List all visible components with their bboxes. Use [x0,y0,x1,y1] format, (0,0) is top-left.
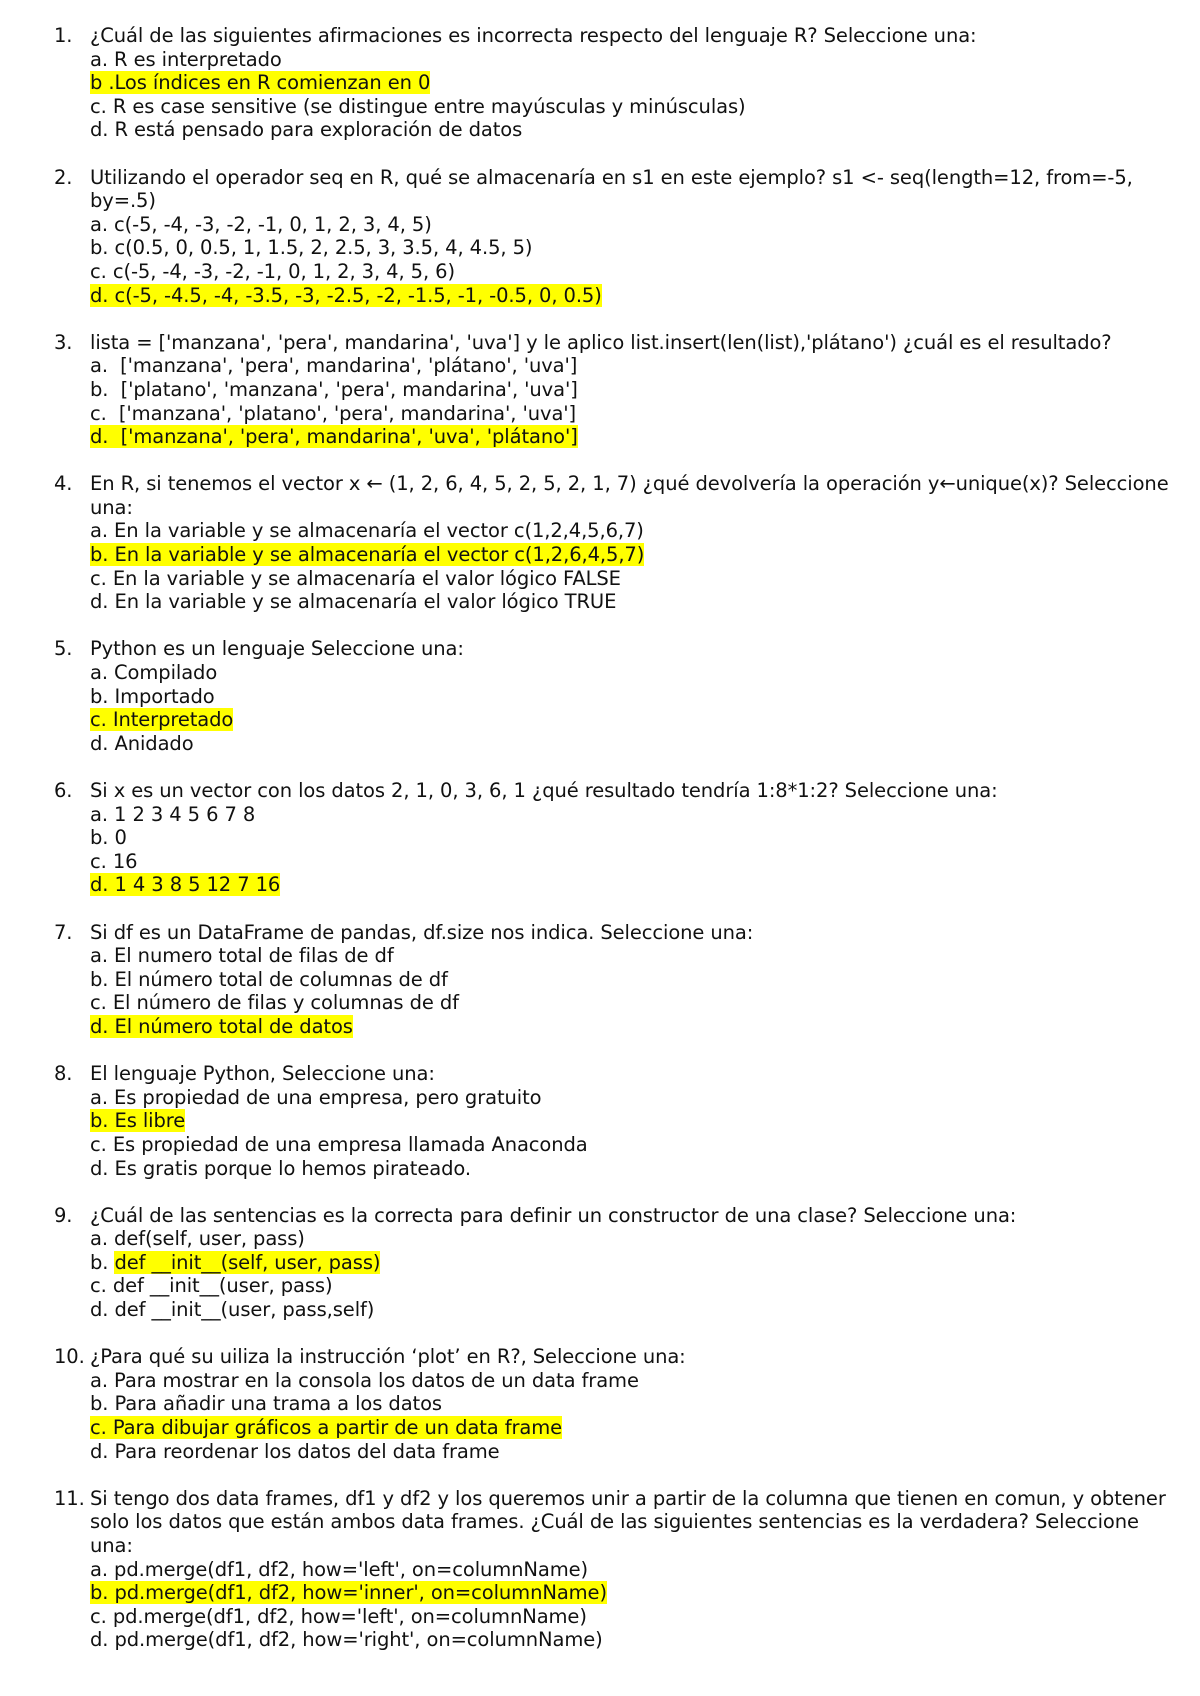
highlighted-answer-text: d. ['manzana', 'pera', mandarina', 'uva', 'plátano'] [90,425,578,449]
question-number: 9. [54,1203,73,1227]
answer-text: a. En la variable y se almacenaría el vector c(1,2,4,5,6,7) [90,519,644,543]
answer-text: c. c(-5, -4, -3, -2, -1, 0, 1, 2, 3, 4, 5, 6) [90,259,455,283]
answer-option-correct [90,543,1176,567]
answer-text: b. ['platano', 'manzana', 'pera', mandarina', 'uva'] [90,377,578,401]
answer-text: b. 0 [90,826,127,850]
question-text: ¿Cuál de las sentencias es la correcta para definir un constructor de una clase? Seleccione una: [90,1203,1017,1227]
question-text: Si x es un vector con los datos 2, 1, 0, 3, 6, 1 ¿qué resultado tendría 1:8*1:2? Seleccione una: [90,779,998,802]
answer-text: d. En la variable y se almacenaría el valor lógico TRUE [90,590,617,614]
question-3 [0,331,1200,449]
answer-option-correct [90,1109,1176,1133]
answer-text: a. El numero total de filas de df [90,944,394,968]
answer-option [90,1558,1176,1582]
answer-text: a. pd.merge(df1, df2, how='left', on=columnName) [90,1557,589,1581]
question-text: Si df es un DataFrame de pandas, df.size nos indica. Seleccione una: [90,920,754,944]
question-text: ¿Cuál de las siguientes afirmaciones es incorrecta respecto del lenguaje R? Seleccione una: [90,24,977,47]
question-5 [0,637,1200,755]
answer-text: a. def(self, user, pass) [90,1227,305,1251]
answer-option [90,1369,1176,1393]
highlighted-answer-text: c. Para dibujar gráficos a partir de un data frame [90,1416,563,1440]
answer-option [90,95,1176,119]
answer-option-correct [90,284,1176,308]
answer-option [90,1133,1176,1157]
answer-option [90,354,1176,378]
answer-option [90,590,1176,614]
answer-option [90,402,1176,426]
answer-text: d. pd.merge(df1, df2, how='right', on=columnName) [90,1628,603,1652]
question-number: 7. [54,920,73,944]
answer-text: c. pd.merge(df1, df2, how='left', on=columnName) [90,1604,587,1628]
highlighted-answer-text: c. Interpretado [90,708,234,732]
quiz-document [0,24,1200,1676]
question-number: 2. [54,165,73,189]
question-number: 4. [54,472,73,496]
answer-option-correct [90,1416,1176,1440]
answer-option-correct [90,425,1176,449]
answer-option [90,213,1176,237]
answer-option [90,567,1176,591]
answer-text: c. El número de filas y columnas de df [90,991,459,1015]
question-text: En R, si tenemos el vector x ← (1, 2, 6, 4, 5, 2, 5, 2, 1, 7) ¿qué devolvería la operación y←unique(x)? Seleccione una: [90,472,1169,519]
answer-option [90,968,1176,992]
highlighted-answer-text: d. c(-5, -4.5, -4, -3.5, -3, -2.5, -2, -1.5, -1, -0.5, 0, 0.5) [90,283,602,307]
question-1 [0,24,1200,142]
answer-text: c. En la variable y se almacenaría el valor lógico FALSE [90,566,621,590]
question-11 [0,1487,1200,1652]
answer-option-correct [90,1581,1176,1605]
answer-option-correct [90,71,1176,95]
answer-text: a. Para mostrar en la consola los datos de un data frame [90,1368,639,1392]
answer-option [90,661,1176,685]
answer-option-correct [90,1251,1176,1275]
answer-text: a. Es propiedad de una empresa, pero gratuito [90,1085,542,1109]
question-text: ¿Para qué su uiliza la instrucción ‘plot’ en R?, Seleccione una: [90,1345,686,1369]
highlighted-answer-text: def __init__(self, user, pass) [114,1250,381,1274]
answer-option [90,1392,1176,1416]
answer-option-letter: b. [90,1250,115,1274]
answer-text: c. R es case sensitive (se distingue entre mayúsculas y minúsculas) [90,94,746,118]
question-4 [0,472,1200,614]
highlighted-answer-text: b .Los índices en R comienzan en 0 [90,71,431,95]
answer-option [90,260,1176,284]
answer-option [90,1298,1176,1322]
answer-text: b. Importado [90,684,215,708]
answer-text: a. Compilado [90,661,218,685]
question-text: Utilizando el operador seq en R, qué se almacenaría en s1 en este ejemplo? s1 <- seq(length=12, from=-5, by=.5) [90,165,1133,213]
highlighted-answer-text: d. El número total de datos [90,1014,353,1038]
question-2 [0,166,1200,308]
highlighted-answer-text: b. En la variable y se almacenaría el vector c(1,2,6,4,5,7) [90,543,645,567]
answer-option [90,826,1176,850]
question-text: Python es un lenguaje Seleccione una: [90,637,464,661]
answer-option [90,236,1176,260]
answer-option [90,850,1176,874]
answer-option [90,1440,1176,1464]
highlighted-answer-text: d. 1 4 3 8 5 12 7 16 [90,873,281,897]
question-9 [0,1204,1200,1322]
highlighted-answer-text: b. Es libre [90,1109,186,1133]
question-number: 11. [54,1486,85,1510]
question-number: 6. [54,779,73,802]
answer-option [90,378,1176,402]
answer-text: c. ['manzana', 'platano', 'pera', mandarina', 'uva'] [90,401,577,425]
answer-text: d. R está pensado para exploración de datos [90,118,523,142]
question-text: Si tengo dos data frames, df1 y df2 y los queremos unir a partir de la columna que tienen en comun, y obtener solo los datos que están ambos data frames. ¿Cuál de las siguientes sentencias es la verdadera? Seleccione una: [90,1486,1166,1557]
answer-option [90,991,1176,1015]
answer-text: b. Para añadir una trama a los datos [90,1392,442,1416]
answer-text: a. c(-5, -4, -3, -2, -1, 0, 1, 2, 3, 4, 5) [90,212,432,236]
question-6 [0,779,1200,897]
answer-option [90,732,1176,756]
question-number: 1. [54,24,73,47]
answer-text: d. Anidado [90,731,194,755]
question-number: 5. [54,637,73,661]
answer-text: c. Es propiedad de una empresa llamada Anaconda [90,1132,588,1156]
answer-option-correct [90,708,1176,732]
answer-text: c. def __init__(user, pass) [90,1274,333,1298]
answer-option [90,1086,1176,1110]
question-text: lista = ['manzana', 'pera', mandarina', 'uva'] y le aplico list.insert(len(list),'plátano') ¿cuál es el resultado? [90,330,1112,354]
question-text: El lenguaje Python, Seleccione una: [90,1062,435,1086]
question-8 [0,1062,1200,1180]
answer-text: a. 1 2 3 4 5 6 7 8 [90,802,256,826]
answer-option [90,944,1176,968]
question-7 [0,921,1200,1039]
answer-option [90,1628,1176,1652]
answer-option [90,48,1176,72]
question-number: 10. [54,1345,85,1369]
answer-option [90,685,1176,709]
answer-option-correct [90,873,1176,897]
answer-text: d. def __init__(user, pass,self) [90,1298,375,1322]
answer-text: d. Para reordenar los datos del data frame [90,1439,500,1463]
answer-option [90,118,1176,142]
question-number: 8. [54,1062,73,1086]
answer-text: d. Es gratis porque lo hemos pirateado. [90,1156,471,1180]
answer-text: c. 16 [90,849,138,873]
answer-option [90,1227,1176,1251]
answer-option [90,803,1176,827]
highlighted-answer-text: b. pd.merge(df1, df2, how='inner', on=columnName) [90,1581,607,1605]
answer-text: b. El número total de columnas de df [90,967,448,991]
question-number: 3. [54,330,73,354]
answer-option-correct [90,1015,1176,1039]
answer-option [90,1157,1176,1181]
answer-option [90,519,1176,543]
answer-text: a. ['manzana', 'pera', mandarina', 'plátano', 'uva'] [90,354,578,378]
answer-option [90,1605,1176,1629]
answer-text: a. R es interpretado [90,47,282,71]
question-10 [0,1345,1200,1463]
answer-text: b. c(0.5, 0, 0.5, 1, 1.5, 2, 2.5, 3, 3.5, 4, 4.5, 5) [90,236,533,260]
answer-option [90,1274,1176,1298]
